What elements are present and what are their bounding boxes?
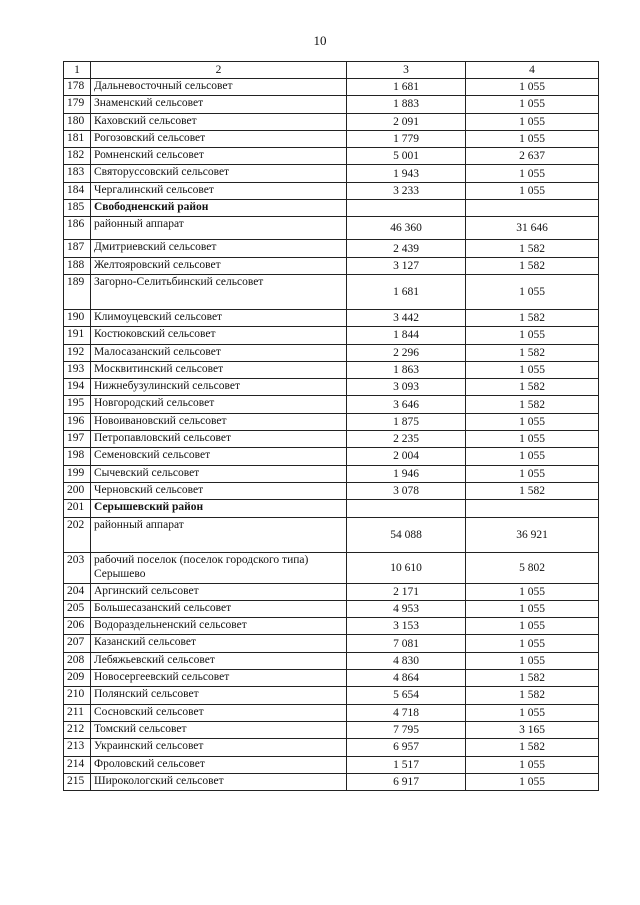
table-row [64,756,599,773]
row-name: районный аппарат [91,517,347,552]
row-value-col3: 3 646 [347,396,466,413]
row-number: 202 [64,517,91,552]
row-number: 204 [64,583,91,600]
row-value-col3: 7 795 [347,721,466,738]
row-value-col3: 1 844 [347,327,466,344]
row-name: Климоуцевский сельсовет [91,309,347,326]
row-value-col3: 4 864 [347,670,466,687]
row-name: Казанский сельсовет [91,635,347,652]
row-value-col4: 1 055 [466,600,599,617]
row-name: Москвитинский сельсовет [91,361,347,378]
row-name: Полянский сельсовет [91,687,347,704]
row-number: 195 [64,396,91,413]
row-number: 197 [64,431,91,448]
row-value-col3: 2 171 [347,583,466,600]
row-number: 194 [64,379,91,396]
table-row [64,379,599,396]
row-number: 181 [64,130,91,147]
row-value-col3: 2 091 [347,113,466,130]
row-value-col4: 1 055 [466,96,599,113]
row-number: 180 [64,113,91,130]
row-number: 187 [64,240,91,257]
row-number: 191 [64,327,91,344]
table-row [64,148,599,165]
section-row [64,500,599,517]
row-number: 199 [64,465,91,482]
row-value-col4: 1 055 [466,361,599,378]
row-value-col4: 5 802 [466,552,599,583]
row-value-col3: 10 610 [347,552,466,583]
column-header: 1 [64,62,91,79]
row-value-col3: 1 946 [347,465,466,482]
row-number: 178 [64,79,91,96]
row-value-col3: 4 953 [347,600,466,617]
row-value-col4: 1 055 [466,413,599,430]
row-number: 186 [64,217,91,240]
row-value-col3: 2 235 [347,431,466,448]
row-value-col3: 2 439 [347,240,466,257]
table-row [64,361,599,378]
row-name: Семеновский сельсовет [91,448,347,465]
row-value-col3: 4 718 [347,704,466,721]
row-value-col3: 3 093 [347,379,466,396]
row-name: Новосергеевский сельсовет [91,670,347,687]
row-name: Святоруссовский сельсовет [91,165,347,182]
row-number: 183 [64,165,91,182]
row-value-col3: 5 001 [347,148,466,165]
row-name: Томский сельсовет [91,721,347,738]
row-name: Украинский сельсовет [91,739,347,756]
row-name: Сосновский сельсовет [91,704,347,721]
row-name: Лебяжьевский сельсовет [91,652,347,669]
table-row [64,721,599,738]
row-value-col3: 6 917 [347,773,466,790]
row-name: Новоивановский сельсовет [91,413,347,430]
row-value-col4: 1 582 [466,344,599,361]
row-name: Ромненский сельсовет [91,148,347,165]
row-value-col3: 3 127 [347,257,466,274]
row-name: Нижнебузулинский сельсовет [91,379,347,396]
table-row [64,552,599,583]
row-value-col3: 4 830 [347,652,466,669]
row-value-col4: 1 582 [466,670,599,687]
row-value-col4: 1 582 [466,240,599,257]
column-header: 4 [466,62,599,79]
row-value-col4: 1 055 [466,182,599,199]
row-value-col4: 1 582 [466,687,599,704]
row-value-col4: 1 055 [466,327,599,344]
table-row [64,165,599,182]
table-row [64,217,599,240]
table-row [64,448,599,465]
row-name: рабочий поселок (поселок городского типа) Серышево [91,552,347,583]
row-value-col3: 46 360 [347,217,466,240]
row-number: 193 [64,361,91,378]
row-name: Петропавловский сельсовет [91,431,347,448]
table-row [64,583,599,600]
row-name: Серышевский район [91,500,347,517]
row-name: Широкологский сельсовет [91,773,347,790]
table-row [64,687,599,704]
row-number: 196 [64,413,91,430]
row-value-col3: 1 883 [347,96,466,113]
row-name: Свободненский район [91,200,347,217]
table-row [64,670,599,687]
row-value-col4: 1 055 [466,79,599,96]
table-row [64,739,599,756]
row-value-col4: 1 055 [466,431,599,448]
row-number: 208 [64,652,91,669]
row-value-col3: 2 296 [347,344,466,361]
table-row [64,482,599,499]
row-number: 215 [64,773,91,790]
row-name: Большесазанский сельсовет [91,600,347,617]
row-name: Малосазанский сельсовет [91,344,347,361]
row-number: 209 [64,670,91,687]
row-value-col4: 3 165 [466,721,599,738]
row-number: 192 [64,344,91,361]
row-number: 188 [64,257,91,274]
row-name: Новгородский сельсовет [91,396,347,413]
row-value-col3: 5 654 [347,687,466,704]
row-name: Водораздельненский сельсовет [91,618,347,635]
table-row [64,773,599,790]
row-value-col3: 1 875 [347,413,466,430]
row-value-col4: 1 055 [466,618,599,635]
table-row [64,652,599,669]
row-value-col3: 1 517 [347,756,466,773]
row-value-col4: 1 055 [466,756,599,773]
row-name: Каховский сельсовет [91,113,347,130]
table-row [64,257,599,274]
row-value-col4: 1 055 [466,130,599,147]
row-number: 213 [64,739,91,756]
row-value-col4: 31 646 [466,217,599,240]
row-name: Черновский сельсовет [91,482,347,499]
row-name: Чергалинский сельсовет [91,182,347,199]
table-row [64,240,599,257]
table-row [64,274,599,309]
row-value-col4: 1 582 [466,257,599,274]
row-number: 184 [64,182,91,199]
table-row [64,96,599,113]
row-value-col3: 1 779 [347,130,466,147]
column-header: 2 [91,62,347,79]
row-number: 207 [64,635,91,652]
row-value-col4: 1 582 [466,482,599,499]
row-name: Сычевский сельсовет [91,465,347,482]
column-header: 3 [347,62,466,79]
row-value-col3 [347,500,466,517]
row-name: Фроловский сельсовет [91,756,347,773]
table-row [64,182,599,199]
row-value-col4: 1 055 [466,274,599,309]
row-value-col4: 1 055 [466,165,599,182]
row-value-col3: 3 233 [347,182,466,199]
row-number: 206 [64,618,91,635]
table-row [64,396,599,413]
table-row [64,344,599,361]
row-name: Рогозовский сельсовет [91,130,347,147]
row-value-col4: 1 582 [466,396,599,413]
table-row [64,327,599,344]
row-value-col3: 54 088 [347,517,466,552]
row-value-col4: 1 055 [466,583,599,600]
table-row [64,79,599,96]
row-value-col4: 2 637 [466,148,599,165]
row-value-col4: 1 055 [466,113,599,130]
row-value-col4: 1 582 [466,309,599,326]
row-value-col3: 1 681 [347,79,466,96]
table-row [64,113,599,130]
row-number: 185 [64,200,91,217]
row-number: 182 [64,148,91,165]
row-name: Аргинский сельсовет [91,583,347,600]
row-name: Костюковский сельсовет [91,327,347,344]
row-name: Дмитриевский сельсовет [91,240,347,257]
row-value-col3: 3 153 [347,618,466,635]
row-value-col4: 1 055 [466,465,599,482]
row-name: Желтояровский сельсовет [91,257,347,274]
table-row [64,704,599,721]
row-number: 212 [64,721,91,738]
row-value-col4: 1 055 [466,704,599,721]
row-value-col3: 7 081 [347,635,466,652]
row-name: Загорно-Селитьбинский сельсовет [91,274,347,309]
data-table [63,61,599,791]
row-value-col3: 6 957 [347,739,466,756]
row-value-col4: 1 055 [466,773,599,790]
row-number: 211 [64,704,91,721]
row-name: районный аппарат [91,217,347,240]
row-number: 203 [64,552,91,583]
row-value-col3: 1 943 [347,165,466,182]
row-value-col4 [466,500,599,517]
table-row [64,130,599,147]
table-row [64,309,599,326]
row-value-col4: 1 582 [466,379,599,396]
row-number: 205 [64,600,91,617]
table-row [64,618,599,635]
row-value-col4: 36 921 [466,517,599,552]
row-value-col3: 3 442 [347,309,466,326]
row-value-col3: 1 681 [347,274,466,309]
row-number: 214 [64,756,91,773]
row-value-col4: 1 055 [466,652,599,669]
row-name: Дальневосточный сельсовет [91,79,347,96]
section-row [64,200,599,217]
row-value-col4: 1 055 [466,635,599,652]
row-number: 201 [64,500,91,517]
row-value-col3: 3 078 [347,482,466,499]
table-row [64,517,599,552]
row-number: 200 [64,482,91,499]
row-number: 190 [64,309,91,326]
row-value-col4: 1 055 [466,448,599,465]
row-value-col3: 1 863 [347,361,466,378]
table-row [64,600,599,617]
row-value-col4: 1 582 [466,739,599,756]
row-name: Знаменский сельсовет [91,96,347,113]
table-header-row [64,62,599,79]
row-value-col4 [466,200,599,217]
row-number: 210 [64,687,91,704]
row-number: 179 [64,96,91,113]
table-row [64,431,599,448]
table-row [64,413,599,430]
row-number: 189 [64,274,91,309]
page-number: 10 [313,33,327,48]
row-number: 198 [64,448,91,465]
table-row [64,465,599,482]
table-row [64,635,599,652]
row-value-col3: 2 004 [347,448,466,465]
row-value-col3 [347,200,466,217]
